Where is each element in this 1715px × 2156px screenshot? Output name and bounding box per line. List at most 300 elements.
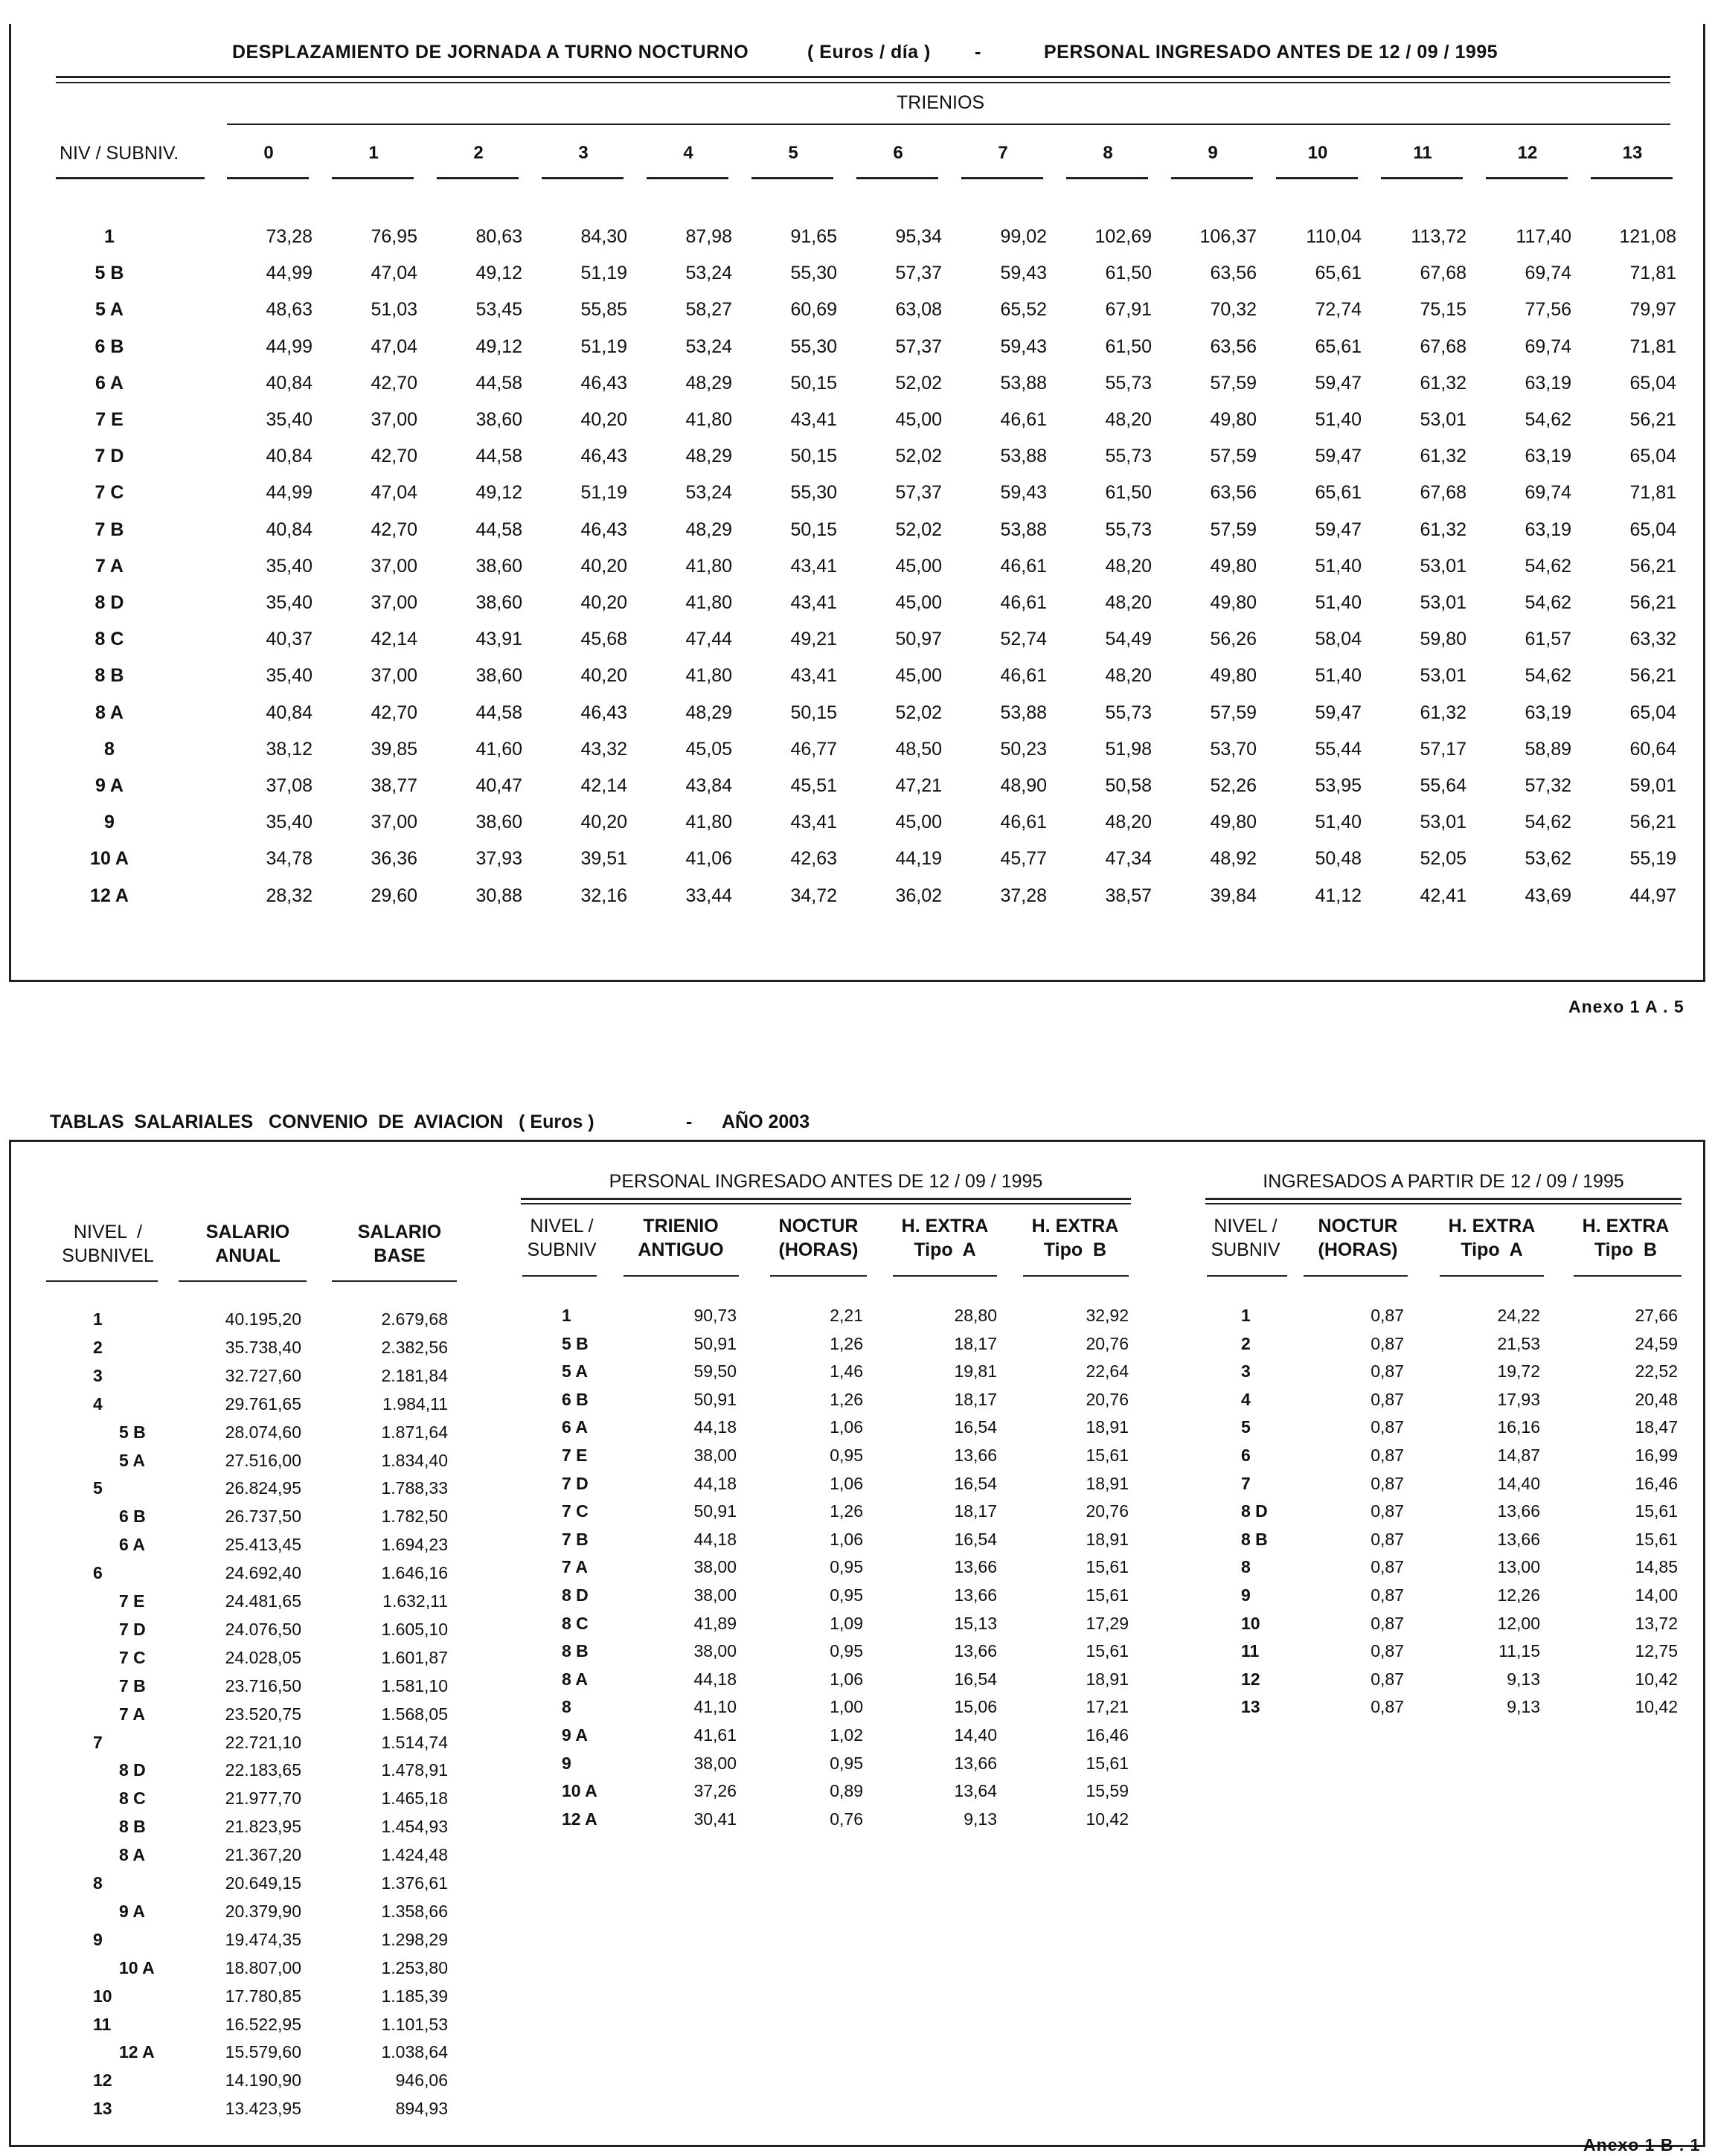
trienio-cell: 41,89 [693,1614,737,1633]
value-cell: 58,89 [1525,739,1571,760]
salario-base-cell: 1.788,33 [381,1478,448,1498]
salary-row-label: 10 [93,1986,112,2006]
extra-a-cell: 14,40 [954,1725,997,1745]
extra-a-cell: 16,54 [954,1669,997,1689]
value-cell: 51,40 [1315,812,1362,832]
salario-base-cell: 2.382,56 [381,1338,448,1357]
pre95-row-label: 7 B [562,1530,589,1549]
pre95-row-label: 9 [562,1754,571,1773]
value-cell: 45,00 [895,409,942,430]
salario-base-cell: 1.298,29 [381,1930,448,1949]
noctur-cell: 1,09 [830,1614,863,1633]
extra-b-cell: 14,85 [1635,1557,1678,1576]
value-cell: 59,43 [1000,263,1047,283]
value-cell: 76,95 [371,226,417,247]
value-cell: 41,80 [685,409,732,430]
value-cell: 51,40 [1315,665,1362,686]
right-col-noctur: NOCTUR (HORAS) [1318,1216,1398,1260]
row-label: 7 E [95,409,124,430]
value-cell: 57,59 [1210,519,1257,540]
value-cell: 57,17 [1420,739,1466,760]
value-cell: 70,32 [1210,299,1257,320]
salario-base-cell: 1.782,50 [381,1507,448,1526]
value-cell: 46,43 [580,519,627,540]
salary-row-label: 7 D [119,1620,146,1639]
value-cell: 47,34 [1105,848,1152,869]
value-cell: 47,04 [371,263,417,283]
extra-a-cell: 19,81 [954,1361,997,1381]
extra-b-cell: 27,66 [1635,1306,1678,1325]
value-cell: 37,08 [266,775,312,796]
right-rule-top-1 [1205,1198,1682,1200]
trienio-col-rule [751,177,833,179]
trienio-cell: 37,26 [693,1781,737,1800]
left-col-nivel: NIVEL / SUBNIVEL [62,1222,154,1266]
value-cell: 48,90 [1000,775,1047,796]
value-cell: 48,29 [685,519,732,540]
extra-b-cell: 15,61 [1086,1585,1129,1605]
pre95-row-label: 5 B [562,1334,589,1353]
value-cell: 41,60 [475,739,522,760]
value-cell: 50,15 [790,702,837,723]
trienio-col-6: 6 [893,143,903,163]
value-cell: 59,01 [1629,775,1676,796]
value-cell: 53,01 [1420,556,1466,577]
value-cell: 45,77 [1000,848,1047,869]
value-cell: 38,60 [475,665,522,686]
post95-row-label: 10 [1241,1614,1260,1633]
salary-row-label: 10 A [119,1958,155,1977]
extra-b-cell: 20,76 [1086,1501,1129,1521]
extra-a-cell: 14,40 [1497,1474,1540,1493]
trienio-col-5: 5 [788,143,798,163]
top-table-dash: - [975,42,981,62]
value-cell: 45,00 [895,592,942,613]
right-rule-1 [1207,1275,1287,1277]
extra-b-cell: 10,42 [1635,1669,1678,1689]
value-cell: 46,77 [790,739,837,760]
value-cell: 53,24 [685,336,732,357]
salario-base-cell: 1.185,39 [381,1986,448,2006]
value-cell: 56,21 [1629,665,1676,686]
salario-base-cell: 1.694,23 [381,1535,448,1554]
value-cell: 59,47 [1315,702,1362,723]
salario-base-cell: 894,93 [395,2099,448,2118]
pre95-row-label: 8 A [562,1669,588,1689]
top-double-rule-1 [56,76,1670,78]
niv-header-rule [56,177,205,179]
extra-a-cell: 12,26 [1497,1585,1540,1605]
trienio-cell: 59,50 [693,1361,737,1381]
salary-row-label: 5 B [119,1422,146,1442]
value-cell: 63,19 [1525,373,1571,394]
value-cell: 63,19 [1525,702,1571,723]
extra-a-cell: 16,54 [954,1530,997,1549]
extra-a-cell: 17,93 [1497,1390,1540,1409]
value-cell: 38,77 [371,775,417,796]
row-label: 8 C [94,629,124,649]
value-cell: 45,00 [895,665,942,686]
value-cell: 54,62 [1525,409,1571,430]
value-cell: 46,61 [1000,409,1047,430]
value-cell: 49,80 [1210,556,1257,577]
value-cell: 50,15 [790,446,837,466]
middle-rule-1 [522,1275,597,1277]
salario-anual-cell: 26.737,50 [225,1507,301,1526]
trienio-cell: 41,61 [693,1725,737,1745]
value-cell: 43,91 [475,629,522,649]
value-cell: 46,43 [580,446,627,466]
value-cell: 41,80 [685,665,732,686]
value-cell: 55,19 [1629,848,1676,869]
middle-rule-top-2 [521,1203,1131,1204]
middle-rule-top-1 [521,1198,1131,1200]
value-cell: 37,00 [371,556,417,577]
value-cell: 49,21 [790,629,837,649]
pre95-row-label: 10 A [562,1781,597,1800]
extra-a-cell: 9,13 [1507,1697,1540,1716]
salary-row-label: 7 [93,1733,103,1752]
extra-b-cell: 18,91 [1086,1530,1129,1549]
value-cell: 41,12 [1315,885,1362,906]
value-cell: 54,49 [1105,629,1152,649]
value-cell: 113,72 [1411,226,1466,247]
value-cell: 61,32 [1420,519,1466,540]
value-cell: 53,24 [685,263,732,283]
extra-a-cell: 13,66 [954,1754,997,1773]
salario-base-cell: 946,06 [395,2070,448,2090]
trienio-col-rule [1486,177,1568,179]
noctur-cell: 1,46 [830,1361,863,1381]
trienio-col-0: 0 [263,143,274,163]
extra-a-cell: 13,66 [954,1641,997,1661]
trienio-col-8: 8 [1103,143,1113,163]
salario-anual-cell: 32.727,60 [225,1366,301,1385]
value-cell: 48,20 [1105,592,1152,613]
value-cell: 44,97 [1629,885,1676,906]
value-cell: 48,20 [1105,409,1152,430]
noctur-cell: 0,89 [830,1781,863,1800]
extra-a-cell: 18,17 [954,1501,997,1521]
left-col-salario-base: SALARIO BASE [357,1222,442,1266]
value-cell: 69,74 [1525,482,1571,503]
value-cell: 37,00 [371,409,417,430]
post95-row-label: 11 [1241,1641,1260,1661]
value-cell: 54,62 [1525,665,1571,686]
pre95-row-label: 7 E [562,1446,588,1465]
salario-anual-cell: 13.423,95 [225,2099,301,2118]
extra-a-cell: 9,13 [1507,1669,1540,1689]
salary-row-label: 9 A [119,1902,145,1921]
pre95-row-label: 5 A [562,1361,588,1381]
value-cell: 41,06 [685,848,732,869]
noctur-cell: 0,87 [1371,1669,1404,1689]
value-cell: 65,52 [1000,299,1047,320]
value-cell: 53,95 [1315,775,1362,796]
salary-row-label: 8 D [119,1760,146,1780]
salario-base-cell: 1.253,80 [381,1958,448,1977]
salary-row-label: 1 [93,1309,103,1329]
noctur-cell: 1,26 [830,1390,863,1409]
salary-row-label: 12 A [119,2042,155,2062]
value-cell: 61,50 [1105,263,1152,283]
value-cell: 48,20 [1105,556,1152,577]
noctur-cell: 1,06 [830,1530,863,1549]
value-cell: 35,40 [266,556,312,577]
value-cell: 45,05 [685,739,732,760]
value-cell: 40,47 [475,775,522,796]
value-cell: 53,88 [1000,446,1047,466]
post95-row-label: 8 [1241,1557,1251,1576]
salario-anual-cell: 16.522,95 [225,2015,301,2034]
salary-row-label: 5 A [119,1451,145,1470]
bottom-table-dash: - [686,1111,693,1132]
post95-row-label: 9 [1241,1585,1251,1605]
salario-anual-cell: 28.074,60 [225,1422,301,1442]
value-cell: 53,01 [1420,812,1466,832]
value-cell: 41,80 [685,592,732,613]
salario-base-cell: 2.181,84 [381,1366,448,1385]
trienio-cell: 41,10 [693,1697,737,1716]
salario-base-cell: 1.834,40 [381,1451,448,1470]
value-cell: 37,28 [1000,885,1047,906]
value-cell: 47,04 [371,336,417,357]
noctur-cell: 0,87 [1371,1334,1404,1353]
salario-base-cell: 1.478,91 [381,1760,448,1780]
row-label: 5 B [94,263,124,283]
value-cell: 59,80 [1420,629,1466,649]
trienio-col-rule [856,177,938,179]
row-label: 8 A [95,702,124,723]
middle-rule-3 [770,1275,867,1277]
salario-base-cell: 1.376,61 [381,1873,448,1893]
value-cell: 53,88 [1000,519,1047,540]
trienio-col-rule [647,177,728,179]
row-label: 7 C [94,482,124,503]
extra-b-cell: 20,76 [1086,1390,1129,1409]
value-cell: 63,19 [1525,446,1571,466]
value-cell: 48,50 [895,739,942,760]
right-col-nivel: NIVEL / SUBNIV [1211,1216,1280,1260]
value-cell: 63,32 [1629,629,1676,649]
row-label: 9 A [95,775,124,796]
value-cell: 65,61 [1315,336,1362,357]
salary-row-label: 2 [93,1338,103,1357]
value-cell: 47,04 [371,482,417,503]
extra-a-cell: 9,13 [964,1809,997,1829]
value-cell: 52,02 [895,446,942,466]
value-cell: 69,74 [1525,263,1571,283]
value-cell: 80,63 [475,226,522,247]
trienio-col-11: 11 [1413,143,1432,163]
row-label: 8 B [94,665,124,686]
salary-row-label: 7 A [119,1704,145,1724]
value-cell: 40,20 [580,592,627,613]
post95-row-label: 13 [1241,1697,1260,1716]
top-double-rule-2 [56,82,1670,83]
value-cell: 42,70 [371,702,417,723]
extra-b-cell: 15,59 [1086,1781,1129,1800]
row-label: 7 A [95,556,124,577]
value-cell: 36,02 [895,885,942,906]
value-cell: 84,30 [580,226,627,247]
value-cell: 63,56 [1210,482,1257,503]
noctur-cell: 0,87 [1371,1306,1404,1325]
value-cell: 117,40 [1516,226,1571,247]
salario-base-cell: 1.101,53 [381,2015,448,2034]
value-cell: 40,84 [266,446,312,466]
post95-row-label: 2 [1241,1334,1251,1353]
value-cell: 49,80 [1210,665,1257,686]
extra-b-cell: 16,46 [1635,1474,1678,1493]
value-cell: 28,32 [266,885,312,906]
value-cell: 38,60 [475,556,522,577]
value-cell: 52,02 [895,373,942,394]
row-label: 7 D [94,446,124,466]
extra-a-cell: 16,16 [1497,1417,1540,1437]
value-cell: 55,44 [1315,739,1362,760]
value-cell: 35,40 [266,592,312,613]
salario-anual-cell: 17.780,85 [225,1986,301,2006]
value-cell: 42,14 [371,629,417,649]
salario-anual-cell: 23.716,50 [225,1676,301,1695]
trienio-cell: 50,91 [693,1501,737,1521]
salary-row-label: 9 [93,1930,103,1949]
top-table-units: ( Euros / día ) [807,42,931,62]
trienio-cell: 44,18 [693,1474,737,1493]
salario-base-cell: 1.454,93 [381,1817,448,1836]
value-cell: 57,59 [1210,373,1257,394]
value-cell: 47,44 [685,629,732,649]
value-cell: 37,00 [371,812,417,832]
value-cell: 65,61 [1315,263,1362,283]
noctur-cell: 1,02 [830,1725,863,1745]
extra-b-cell: 24,59 [1635,1334,1678,1353]
post95-row-label: 4 [1241,1390,1251,1409]
value-cell: 56,26 [1210,629,1257,649]
value-cell: 55,30 [790,482,837,503]
trienio-col-1: 1 [368,143,379,163]
value-cell: 56,21 [1629,409,1676,430]
value-cell: 37,00 [371,592,417,613]
value-cell: 48,29 [685,446,732,466]
value-cell: 39,85 [371,739,417,760]
value-cell: 35,40 [266,812,312,832]
trienio-col-rule [1066,177,1148,179]
trienio-cell: 50,91 [693,1390,737,1409]
trienio-col-9: 9 [1208,143,1218,163]
row-label: 9 [104,812,115,832]
salario-anual-cell: 23.520,75 [225,1704,301,1724]
value-cell: 38,12 [266,739,312,760]
salario-anual-cell: 21.977,70 [225,1788,301,1808]
value-cell: 50,48 [1315,848,1362,869]
value-cell: 49,12 [475,263,522,283]
value-cell: 52,05 [1420,848,1466,869]
value-cell: 51,19 [580,336,627,357]
value-cell: 40,84 [266,519,312,540]
value-cell: 55,73 [1105,446,1152,466]
extra-b-cell: 10,42 [1086,1809,1129,1829]
left-col-salario-anual: SALARIO ANUAL [205,1222,290,1266]
value-cell: 45,00 [895,812,942,832]
top-table-title: DESPLAZAMIENTO DE JORNADA A TURNO NOCTURNO [232,42,749,62]
right-rule-top-2 [1205,1203,1682,1204]
extra-b-cell: 10,42 [1635,1697,1678,1716]
post95-row-label: 12 [1241,1669,1260,1689]
value-cell: 50,15 [790,373,837,394]
value-cell: 87,98 [685,226,732,247]
salary-row-label: 4 [93,1394,103,1414]
salario-anual-cell: 24.692,40 [225,1563,301,1582]
value-cell: 42,14 [580,775,627,796]
extra-a-cell: 11,15 [1498,1641,1540,1661]
row-label: 10 A [90,848,129,869]
extra-b-cell: 18,91 [1086,1417,1129,1437]
extra-b-cell: 13,72 [1635,1614,1678,1633]
extra-b-cell: 20,48 [1635,1390,1678,1409]
value-cell: 51,40 [1315,556,1362,577]
middle-col-nivel: NIVEL / SUBNIV [527,1216,597,1260]
value-cell: 75,15 [1420,299,1466,320]
value-cell: 53,62 [1525,848,1571,869]
extra-b-cell: 17,29 [1086,1614,1129,1633]
pre95-row-label: 6 B [562,1390,589,1409]
value-cell: 47,21 [895,775,942,796]
value-cell: 38,57 [1105,885,1152,906]
value-cell: 53,88 [1000,373,1047,394]
trienio-cell: 44,18 [693,1417,737,1437]
noctur-cell: 1,00 [830,1697,863,1716]
value-cell: 37,93 [475,848,522,869]
value-cell: 65,04 [1629,373,1676,394]
noctur-cell: 0,87 [1371,1557,1404,1576]
bottom-table-title: TABLAS SALARIALES CONVENIO DE AVIACION ( Euros ) [50,1111,594,1132]
annex-1a5-label: Anexo 1 A . 5 [1568,997,1684,1016]
row-label: 1 [104,226,115,247]
extra-a-cell: 15,06 [954,1697,997,1716]
value-cell: 35,40 [266,409,312,430]
value-cell: 48,63 [266,299,312,320]
extra-b-cell: 22,64 [1086,1361,1129,1381]
value-cell: 43,84 [685,775,732,796]
pre95-row-label: 7 C [562,1501,589,1521]
value-cell: 53,01 [1420,592,1466,613]
value-cell: 72,74 [1315,299,1362,320]
trienio-cell: 38,00 [693,1754,737,1773]
trienio-col-rule [1171,177,1253,179]
value-cell: 53,24 [685,482,732,503]
value-cell: 63,56 [1210,336,1257,357]
salario-base-cell: 1.632,11 [382,1591,448,1611]
value-cell: 61,50 [1105,336,1152,357]
middle-col-trienio: TRIENIO ANTIGUO [638,1216,724,1260]
salario-base-cell: 1.601,87 [381,1648,448,1667]
value-cell: 95,34 [895,226,942,247]
value-cell: 44,99 [266,263,312,283]
value-cell: 61,32 [1420,702,1466,723]
value-cell: 46,43 [580,702,627,723]
value-cell: 57,37 [895,336,942,357]
value-cell: 53,01 [1420,665,1466,686]
value-cell: 53,45 [475,299,522,320]
extra-b-cell: 15,61 [1086,1641,1129,1661]
value-cell: 44,58 [475,373,522,394]
middle-rule-4 [893,1275,997,1277]
value-cell: 53,70 [1210,739,1257,760]
middle-rule-2 [624,1275,739,1277]
salary-row-label: 12 [93,2070,112,2090]
